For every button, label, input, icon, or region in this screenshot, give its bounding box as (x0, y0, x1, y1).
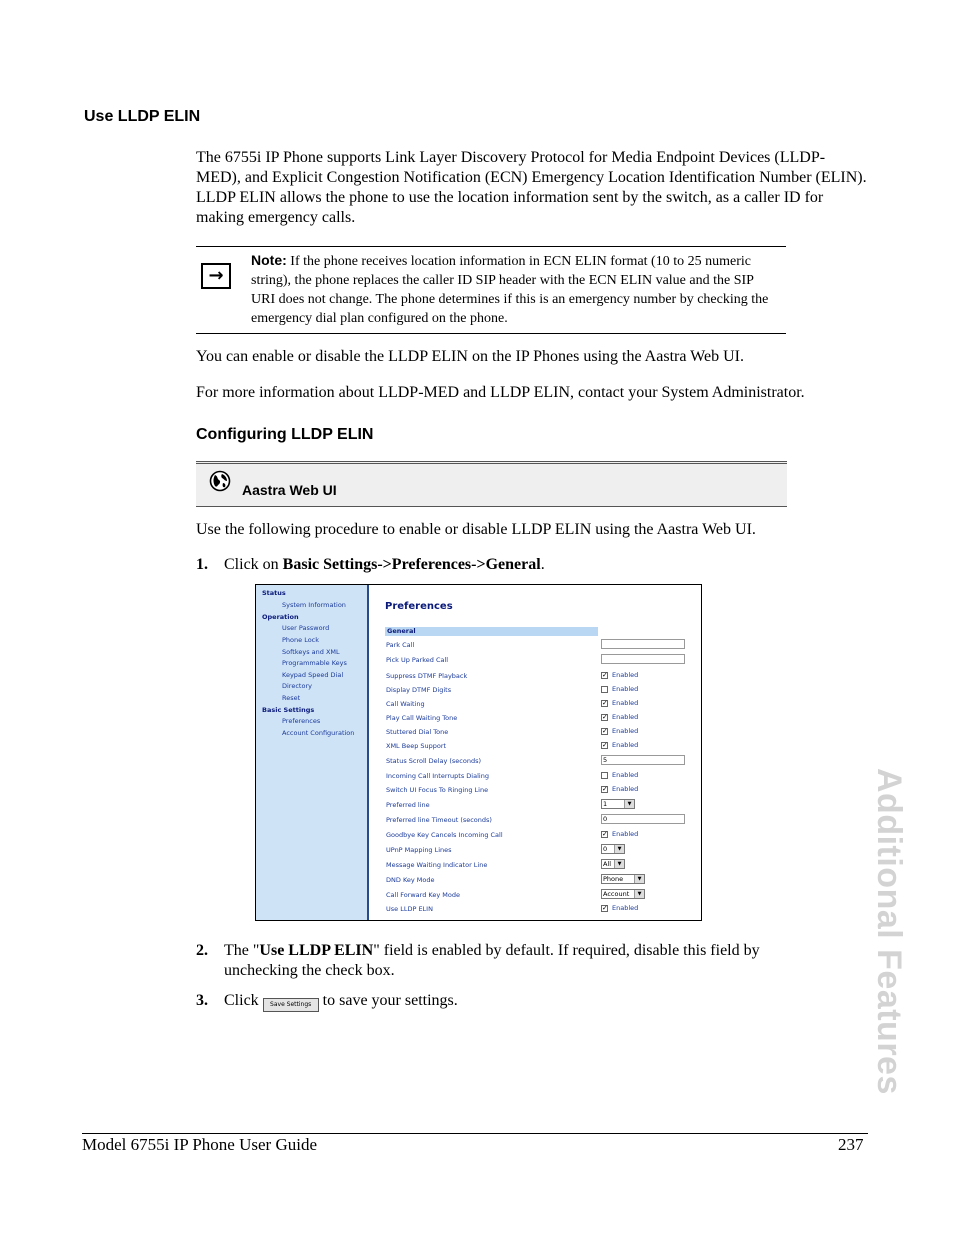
footer-guide-title: Model 6755i IP Phone User Guide (82, 1135, 317, 1154)
setting-dropdown[interactable] (601, 889, 645, 899)
chevron-down-icon[interactable]: ▼ (614, 845, 624, 853)
step-number: 1. (196, 556, 208, 573)
setting-label: Call Waiting (386, 700, 425, 708)
checkmark-icon[interactable]: ✓ (602, 740, 608, 749)
setting-text-input[interactable]: 0 (601, 814, 685, 824)
side-title (868, 768, 908, 1108)
setting-label: DND Key Mode (386, 876, 435, 884)
setting-label: Switch UI Focus To Ringing Line (386, 786, 489, 794)
setting-label: Suppress DTMF Playback (386, 672, 468, 680)
checkmark-icon[interactable]: ✓ (602, 712, 608, 721)
checkbox-label: Enabled (612, 830, 639, 838)
checkbox-empty-icon[interactable] (601, 772, 608, 779)
nav-link[interactable]: Account Configuration (282, 729, 355, 737)
step-number: 3. (196, 992, 208, 1009)
step-number: 2. (196, 942, 208, 959)
subsection-title: Configuring LLDP ELIN (196, 426, 374, 443)
setting-label: Goodbye Key Cancels Incoming Call (386, 831, 503, 839)
footer-page-number: 237 (838, 1135, 864, 1154)
setting-checkbox[interactable] (601, 699, 638, 707)
setting-checkbox[interactable] (601, 741, 638, 749)
chevron-down-icon[interactable]: ▼ (624, 800, 634, 808)
side-title-text: Additional Features (870, 768, 908, 1095)
web-ui-screenshot (255, 584, 702, 921)
setting-label: Message Waiting Indicator Line (386, 861, 488, 869)
note-box (196, 246, 786, 334)
checkbox-label: Enabled (612, 741, 639, 749)
nav-link[interactable]: Programmable Keys (282, 659, 347, 667)
setting-label: Status Scroll Delay (seconds) (386, 757, 482, 765)
nav-heading: Operation (262, 613, 299, 621)
setting-checkbox[interactable] (601, 830, 638, 838)
setting-text-input[interactable] (601, 639, 685, 649)
dropdown-value: Account (603, 890, 630, 898)
nav-link[interactable]: Reset (282, 694, 301, 702)
web-ui-banner (196, 461, 787, 507)
setting-label: Display DTMF Digits (386, 686, 452, 694)
web-ui-main (369, 585, 701, 920)
setting-dropdown[interactable] (601, 844, 625, 854)
web-ui-sidebar (256, 585, 369, 920)
dropdown-value: Phone (603, 875, 624, 883)
checkmark-icon[interactable]: ✓ (602, 726, 608, 735)
setting-dropdown[interactable] (601, 859, 625, 869)
checkmark-icon[interactable]: ✓ (602, 784, 608, 793)
setting-text-input[interactable]: 5 (601, 755, 685, 765)
setting-dropdown[interactable] (601, 874, 645, 884)
setting-label: Play Call Waiting Tone (386, 714, 458, 722)
nav-link[interactable]: Keypad Speed Dial (282, 671, 344, 679)
arrow-right-icon: → (201, 263, 231, 289)
setting-checkbox[interactable] (601, 904, 638, 912)
nav-heading: Status (262, 589, 286, 597)
step-1 (196, 555, 545, 575)
note-label: Note: (251, 252, 287, 268)
setting-checkbox[interactable] (601, 685, 638, 693)
setting-label: Use LLDP ELIN (386, 905, 433, 913)
intro-paragraph: The 6755i IP Phone supports Link Layer Discovery Protocol for Media Endpoint Devices (LLDP-MED), and Explicit Congestion Notification (ECN) Emergency Location Identification Number (ELIN). LLDP ELIN allows the phone to use the location information sent by the switch, as a caller ID for making emergency calls. (196, 149, 867, 226)
checkbox-label: Enabled (612, 771, 639, 779)
checkbox-label: Enabled (612, 671, 639, 679)
web-ui-label: Aastra Web UI (242, 482, 337, 498)
nav-heading: Basic Settings (262, 706, 315, 714)
more-info-paragraph: For more information about LLDP-MED and LLDP ELIN, contact your System Administrator. (196, 384, 805, 401)
chevron-down-icon[interactable]: ▼ (634, 890, 644, 898)
nav-link[interactable]: User Password (282, 624, 330, 632)
checkbox-label: Enabled (612, 727, 639, 735)
dropdown-value: 1 (603, 800, 608, 808)
checkbox-label: Enabled (612, 699, 639, 707)
nav-link[interactable]: Preferences (282, 717, 321, 725)
setting-label: XML Beep Support (386, 742, 447, 750)
checkmark-icon[interactable]: ✓ (602, 698, 608, 707)
setting-label: Preferred line (386, 801, 430, 809)
setting-dropdown[interactable] (601, 799, 635, 809)
setting-label: Stuttered Dial Tone (386, 728, 449, 736)
setting-checkbox[interactable] (601, 727, 638, 735)
section-title: Use LLDP ELIN (84, 108, 201, 125)
checkbox-label: Enabled (612, 785, 639, 793)
step-text: The "Use LLDP ELIN" field is enabled by default. If required, disable this field by unchecking the check box. (224, 942, 760, 979)
checkbox-empty-icon[interactable] (601, 686, 608, 693)
save-settings-button[interactable]: Save Settings (263, 998, 319, 1012)
chevron-down-icon[interactable]: ▼ (614, 860, 624, 868)
checkmark-icon[interactable]: ✓ (602, 903, 608, 912)
setting-text-input[interactable] (601, 654, 685, 664)
enable-paragraph: You can enable or disable the LLDP ELIN on the IP Phones using the Aastra Web UI. (196, 348, 744, 365)
nav-link[interactable]: System Information (282, 601, 346, 609)
checkmark-icon[interactable]: ✓ (602, 829, 608, 838)
checkmark-icon[interactable]: ✓ (602, 670, 608, 679)
step-text: Click Save Settings to save your settings. (224, 991, 458, 1012)
general-section-header: General (385, 627, 598, 636)
setting-label: Park Call (386, 641, 415, 649)
preferences-title: Preferences (385, 601, 453, 612)
setting-label: Preferred line Timeout (seconds) (386, 816, 492, 824)
nav-link[interactable]: Directory (282, 682, 312, 690)
checkbox-label: Enabled (612, 685, 639, 693)
checkbox-label: Enabled (612, 904, 639, 912)
setting-label: Incoming Call Interrupts Dialing (386, 772, 489, 780)
note-body: If the phone receives location information in ECN ELIN format (10 to 25 numeric string), the phone replaces the caller ID SIP header with the ECN ELIN value and the SIP URI does not change. The phone determines if this is an emergency number by checking the emergency dial plan configured on the phone. (251, 254, 769, 326)
setting-checkbox[interactable] (601, 771, 638, 779)
setting-checkbox[interactable] (601, 671, 638, 679)
setting-label: UPnP Mapping Lines (386, 846, 452, 854)
step-2 (196, 941, 836, 981)
globe-icon (209, 470, 231, 492)
nav-link[interactable]: Softkeys and XML (282, 648, 340, 656)
footer-divider (82, 1133, 868, 1134)
checkbox-label: Enabled (612, 713, 639, 721)
step-text: Click on Basic Settings->Preferences->General. (224, 556, 545, 573)
setting-label: Call Forward Key Mode (386, 891, 460, 899)
nav-link[interactable]: Phone Lock (282, 636, 320, 644)
setting-label: Pick Up Parked Call (386, 656, 449, 664)
dropdown-value: All (603, 860, 612, 868)
step-3 (196, 991, 458, 1012)
note-text (251, 251, 776, 328)
procedure-paragraph: Use the following procedure to enable or disable LLDP ELIN using the Aastra Web UI. (196, 521, 756, 538)
dropdown-value: 0 (603, 845, 608, 853)
setting-checkbox[interactable] (601, 785, 638, 793)
setting-checkbox[interactable] (601, 713, 638, 721)
chevron-down-icon[interactable]: ▼ (634, 875, 644, 883)
